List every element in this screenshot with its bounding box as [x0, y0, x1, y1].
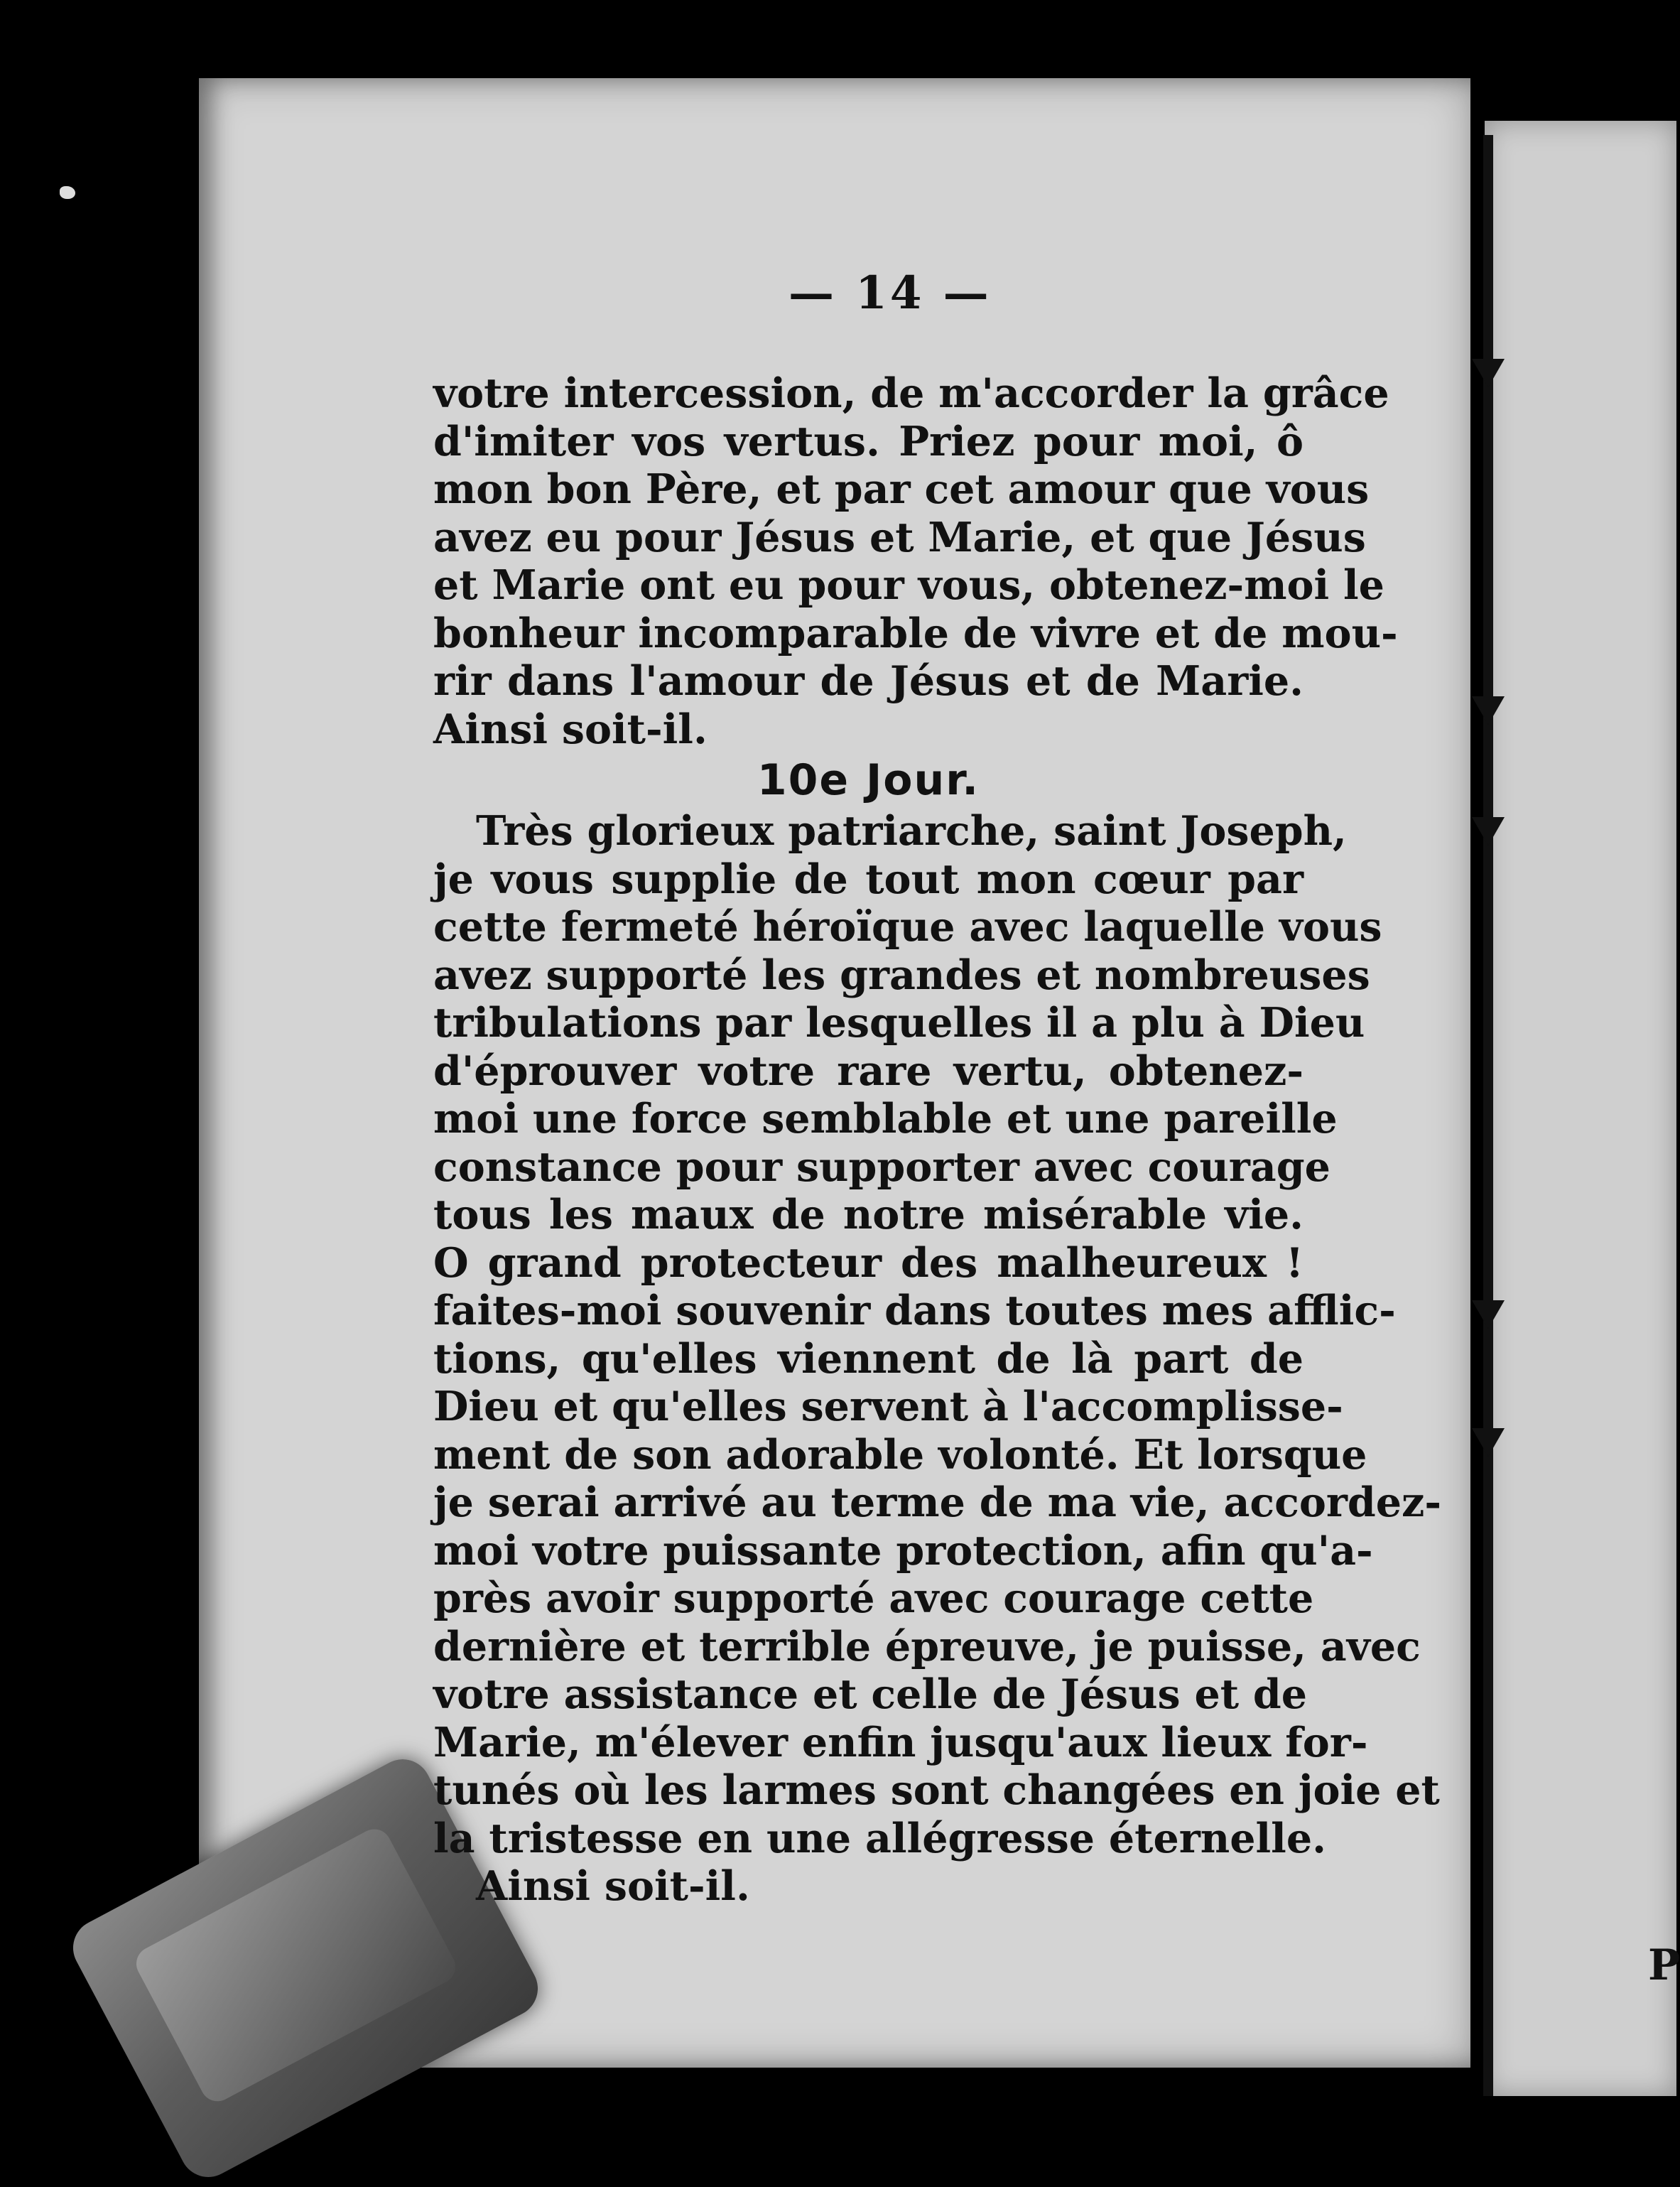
text-line: d'éprouver votre rare vertu, obtenez- — [433, 1047, 1304, 1095]
text-line: la tristesse en une allégresse éternelle. — [433, 1814, 1326, 1862]
text-line: Très glorieux patriarche, saint Joseph, — [476, 807, 1347, 855]
closing-line: Ainsi soit-il. — [476, 1862, 750, 1910]
next-page-text: P — [1648, 1940, 1680, 1990]
text-line: tions, qu'elles viennent de là part de — [433, 1334, 1304, 1383]
text-line: Dieu et qu'elles servent à l'accomplisse- — [433, 1383, 1343, 1430]
text-line: bonheur incomparable de vivre et de mou- — [433, 609, 1398, 657]
text-line: moi votre puissante protection, afin qu'a- — [433, 1526, 1373, 1575]
page-number: — 14 — — [788, 266, 992, 320]
book-corner-inner — [131, 1823, 462, 2107]
text-line: d'imiter vos vertus. Priez pour moi, ô — [433, 417, 1304, 465]
section-heading: 10e Jour. — [757, 755, 980, 805]
text-line: tous les maux de notre misérable vie. — [433, 1191, 1304, 1238]
text-line: rir dans l'amour de Jésus et de Marie. — [433, 657, 1304, 705]
next-page-edge — [1485, 121, 1676, 2096]
text-line: votre intercession, de m'accorder la grâce — [433, 369, 1389, 417]
text-line: moi une force semblable et une pareille — [433, 1095, 1338, 1143]
text-column — [433, 369, 1442, 1911]
text-line: avez supporté les grandes et nombreuses — [433, 951, 1370, 999]
text-line: tunés où les larmes sont changées en joie et — [433, 1766, 1440, 1814]
text-line: tribulations par lesquelles il a plu à Dieu — [433, 999, 1365, 1047]
text-line: ment de son adorable volonté. Et lorsque — [433, 1430, 1367, 1479]
book-binding — [1483, 135, 1493, 2096]
text-line: cette fermeté héroïque avec laquelle vous — [433, 903, 1382, 951]
text-line: avez eu pour Jésus et Marie, et que Jésus — [433, 513, 1366, 561]
text-line: constance pour supporter avec courage — [433, 1143, 1331, 1191]
text-line: je vous supplie de tout mon cœur par — [433, 855, 1304, 903]
text-line: je serai arrivé au terme de ma vie, accordez- — [433, 1479, 1442, 1526]
margin-speck — [60, 186, 75, 199]
text-line: votre assistance et celle de Jésus et de — [433, 1670, 1308, 1718]
text-line: mon bon Père, et par cet amour que vous — [433, 465, 1370, 513]
text-line: Marie, m'élever enfin jusqu'aux lieux for- — [433, 1718, 1368, 1766]
text-line: Ainsi soit-il. — [433, 705, 708, 753]
text-line: dernière et terrible épreuve, je puisse, avec — [433, 1622, 1421, 1670]
text-line: près avoir supporté avec courage cette — [433, 1575, 1314, 1622]
text-line: O grand protecteur des malheureux ! — [433, 1238, 1304, 1287]
text-line: faites-moi souvenir dans toutes mes afflic- — [433, 1287, 1396, 1334]
text-line: et Marie ont eu pour vous, obtenez-moi le — [433, 561, 1384, 609]
